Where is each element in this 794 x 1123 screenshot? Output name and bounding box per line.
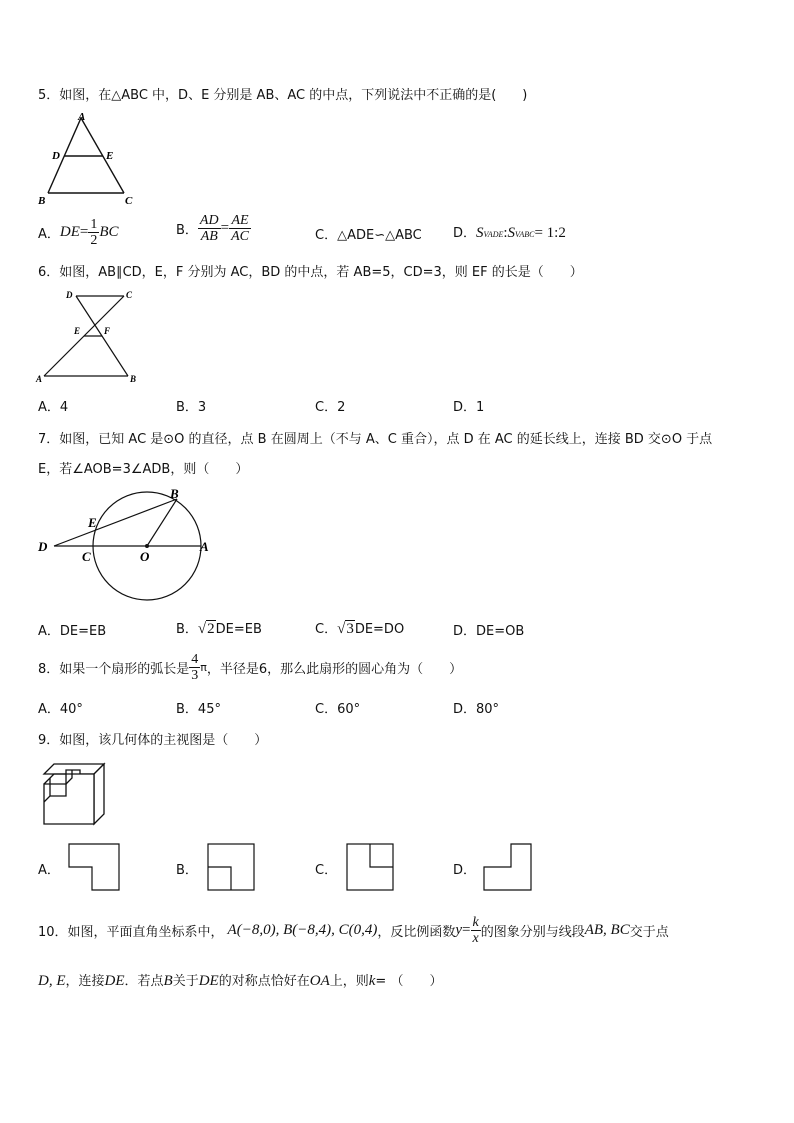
q5-option-d[interactable]: D． S VADE : S VABC = 1:2 (453, 225, 566, 241)
q5-label-d: D (52, 150, 60, 162)
q6-option-d[interactable]: D．1 (453, 400, 485, 415)
q5-option-b[interactable]: B． $\frac{AD}{AB}$ = $\frac{AE}{AC}$ (176, 213, 249, 244)
q7-option-c[interactable]: C． √3 DE=DO (315, 621, 405, 637)
q5-option-c[interactable]: C．△ADE∽△ABC (315, 228, 422, 243)
q6-label-a: A (36, 374, 43, 384)
q9-option-a-figure[interactable] (68, 843, 120, 893)
q7-sqrt-3: √3 (337, 621, 354, 637)
q8-stem: 8．如果一个扇形的弧长是 $\frac{4}{3}$ π ，半径是6，那么此扇形的圆心角为（ ） (38, 652, 463, 683)
q9-option-d-shape (484, 844, 531, 890)
q7-label-b: B (170, 486, 179, 501)
q8-option-b[interactable]: B．45° (176, 702, 221, 717)
q7-label-o: O (140, 549, 150, 564)
q6-label-c: C (126, 290, 133, 300)
q7-stem-line1: 7．如图，已知 AC 是⊙O 的直径，点 B 在圆周上（不与 A、C 重合），点 D 在 AC 的延长线上，连接 BD 交⊙O 于点 (38, 432, 713, 447)
q7-option-d[interactable]: D．DE=OB (453, 624, 525, 639)
q9-option-b-label[interactable]: B． (176, 863, 198, 878)
q9-option-a-shape (69, 844, 119, 890)
q6-label-b: B (130, 374, 137, 384)
q7-option-b[interactable]: B． √2 DE=EB (176, 621, 262, 637)
q8-option-a[interactable]: A．40° (38, 702, 83, 717)
q6-stem: 6．如图，AB∥CD，E，F 分别为 AC，BD 的中点，若 AB=5，CD=3，则 EF 的长是（ ） (38, 265, 583, 280)
q6-option-c[interactable]: C．2 (315, 400, 346, 415)
q6-label-d: D (66, 290, 73, 300)
q5-option-a[interactable]: A． DE = $\frac{1}{2}$ BC (38, 217, 119, 248)
q8-option-d[interactable]: D．80° (453, 702, 500, 717)
q5-stem: 5．如图，在△ABC 中，D、E 分别是 AB、AC 的中点，下列说法中不正确的是( ) (38, 88, 528, 103)
q7-line-db (54, 499, 177, 546)
q5-fraction-ae-ac: $\frac{AE}{AC}$ (231, 213, 249, 244)
q7-label-c: C (82, 549, 91, 564)
q7-label-e: E (88, 515, 97, 530)
q5-label-a: A (78, 111, 86, 123)
q6-label-e: E (74, 326, 81, 336)
q10-fraction-k-x: $\frac{k}{x}$ (472, 915, 479, 946)
q9-option-d-label[interactable]: D． (453, 863, 477, 878)
q7-circle-figure (36, 485, 216, 603)
q9-option-c-figure[interactable] (346, 843, 396, 893)
q9-stem: 9．如图，该几何体的主视图是（ ） (38, 733, 268, 748)
q9-option-a-label[interactable]: A． (38, 863, 60, 878)
q6-hourglass-figure (36, 288, 146, 388)
q6-option-b[interactable]: B．3 (176, 400, 207, 415)
q8-fraction: $\frac{4}{3}$ (191, 652, 199, 683)
q5-triangle-figure (36, 108, 146, 208)
q9-notch-edges (44, 774, 66, 784)
q9-option-c-label[interactable]: C． (315, 863, 338, 878)
q9-option-c-inner (370, 844, 393, 867)
q9-option-b-figure[interactable] (207, 843, 257, 893)
q5-label-b: B (38, 195, 46, 207)
q9-right-face (94, 764, 104, 824)
q9-solid-figure (42, 762, 108, 828)
q7-sqrt-2: √2 (197, 621, 215, 637)
q5-label-e: E (106, 150, 114, 162)
q7-radius-ob (147, 499, 177, 546)
q5-label-c: C (125, 195, 133, 207)
q5-fraction-ad-ab: $\frac{AD}{AB}$ (199, 213, 219, 244)
q5-fraction-half: $\frac{1}{2}$ (90, 217, 98, 248)
q7-label-a: A (200, 539, 209, 554)
q8-option-c[interactable]: C．60° (315, 702, 361, 717)
q10-stem-line2: D, E ，连接 DE ．若点 B 关于 DE 的对称点恰好在 OA 上，则 k = （ ） (38, 973, 443, 989)
q9-option-d-figure[interactable] (483, 843, 535, 893)
q9-option-b-inner (208, 867, 231, 890)
q7-stem-line2: E，若∠AOB=3∠ADB，则（ ） (38, 462, 249, 477)
q7-option-a[interactable]: A．DE=EB (38, 624, 107, 639)
q6-option-a[interactable]: A．4 (38, 400, 69, 415)
q6-label-f: F (104, 326, 111, 336)
q7-label-d: D (38, 539, 48, 554)
q10-stem-line1: 10．如图，平面直角坐标系中， A(−8,0), B(−8,4), C(0,4) ，反比例函数 y = $\frac{k}{x}$ 的图象分别与线段 AB, BC 交于点 (38, 915, 669, 946)
q7-center-dot (145, 544, 149, 548)
